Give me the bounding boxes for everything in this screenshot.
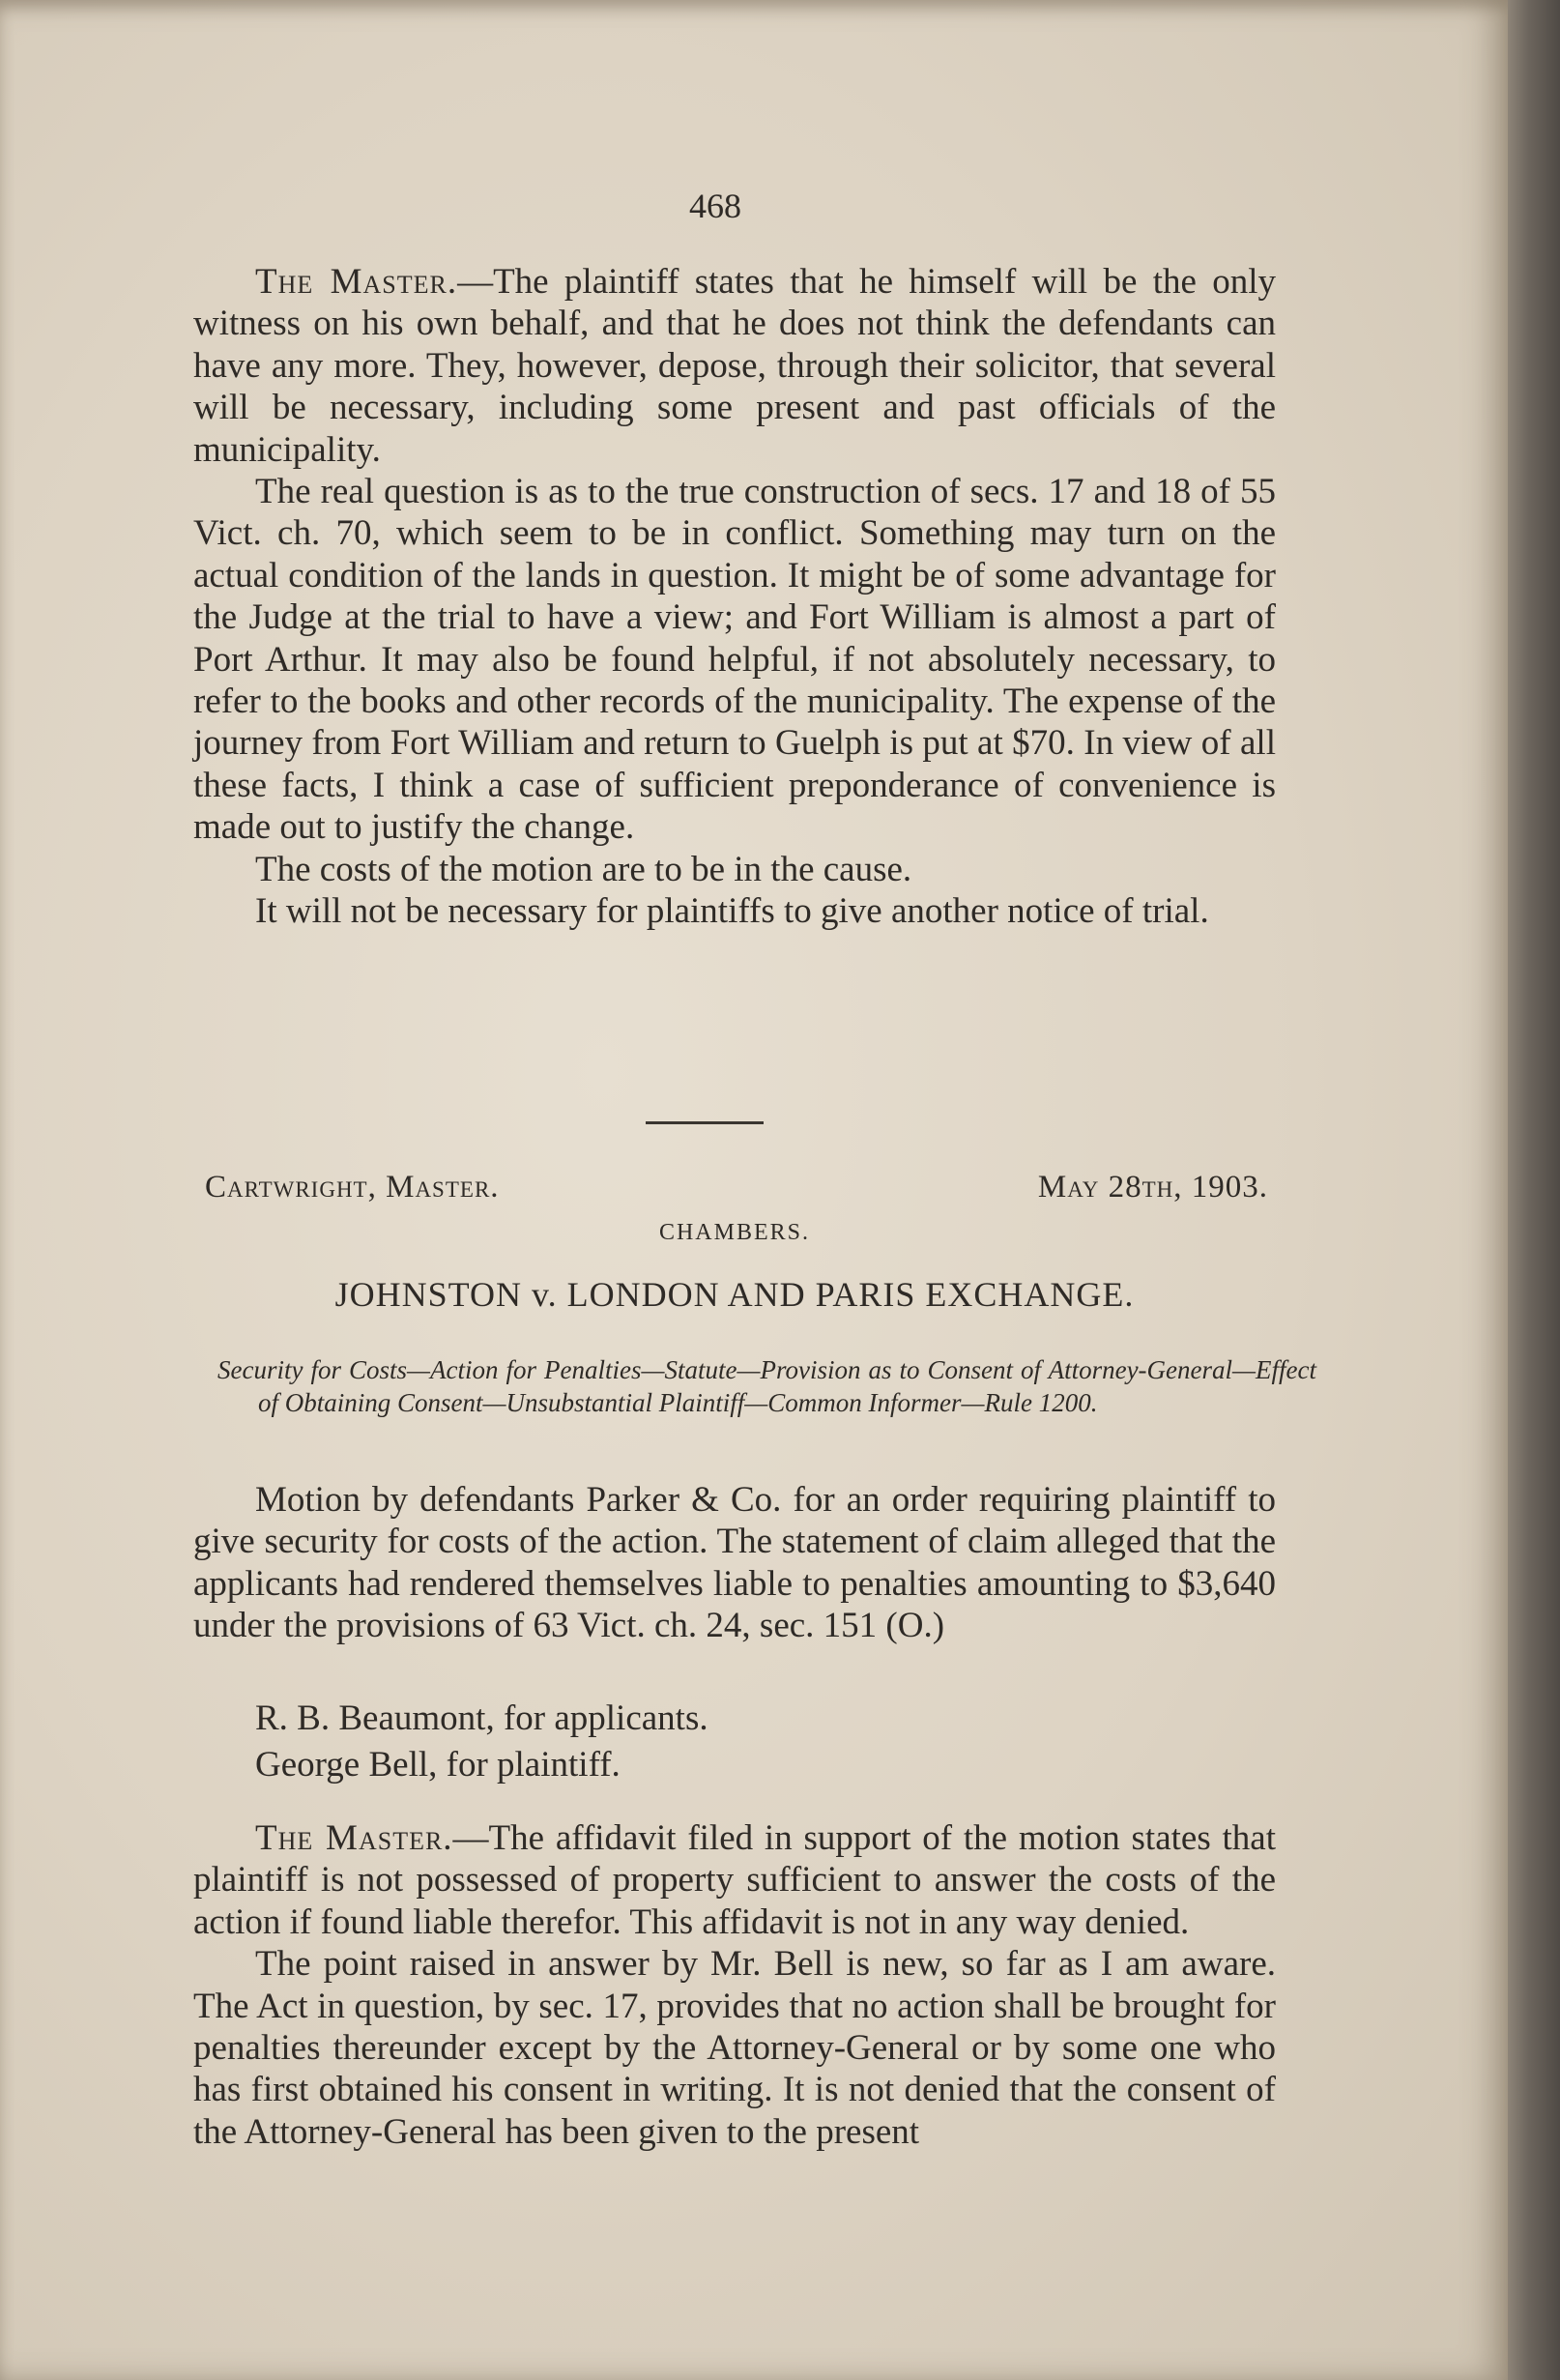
paragraph: The Master.—The plaintiff states that he himself will be the only witness on his own behalf, and that he does not think the defendants can have any more. They, however, depose, through their solicitor, that several will be necessary, including some present and past officials of the municipality. [193, 262, 1277, 470]
ruling-first-case [193, 261, 1276, 933]
paragraph: The costs of the motion are to be in the cause. [255, 849, 912, 889]
case-title: JOHNSTON v. LONDON AND PARIS EXCHANGE. [334, 1275, 1135, 1314]
paragraph: The real question is as to the true construction of secs. 17 and 18 of 55 Vict. ch. 70, which seem to be in conflict. Something may turn on the actual condition of the lands in question. It might be of some advantage for the Judge at the trial to have a view; and Fort William is almost a part of Port Arthur. It may also be found helpful, if not absolutely necessary, to refer to the books and other records of the municipality. The expense of the journey from Fort William and return to Guelph is put at $70. In view of all these facts, I think a case of sufficient preponderance of convenience is made out to justify the change. [193, 472, 1276, 848]
book-binding-edge [1508, 0, 1560, 2380]
counsel-line: George Bell, for plaintiff. [255, 1745, 621, 1785]
court-label: CHAMBERS. [658, 1220, 811, 1245]
decision-date: May 28th, 1903. [1037, 1170, 1268, 1205]
paragraph: The point raised in answer by Mr. Bell is new, so far as I am aware. The Act in question, by sec. 17, provides that no action shall be brought for penalties thereunder except by the Attorney-General or by some one who has first obtained his consent in writing. It is not denied that the consent of the Attorney-General has been given to the present [193, 1944, 1276, 2152]
page-number: 468 [689, 187, 741, 225]
ruling-second-case [193, 1817, 1276, 2153]
headnote: Security for Costs—Action for Penalties—Statute—Provision as to Consent of Attorney-General—Effect of Obtaining Consent—Unsubstantial Plaintiff—Common Informer—Rule 1200. [217, 1355, 1316, 1417]
case-header [205, 1170, 1268, 1205]
motion-block [193, 1479, 1276, 1647]
section-divider [646, 1121, 764, 1124]
counsel-block [193, 1696, 1276, 1788]
motion-paragraph: Motion by defendants Parker & Co. for an order requiring plaintiff to give security for costs of the action. The statement of claim alleged that the applicants had rendered themselves liable to penalties amounting to $3,640 under the provisions of 63 Vict. ch. 24, sec. 151 (O.) [193, 1480, 1276, 1646]
paragraph: The Master.—The affidavit filed in support of the motion states that plaintiff is not possessed of property sufficient to answer the costs of the action if found liable therefor. This affidavit is not in any way denied. [193, 1818, 1277, 1942]
speaker-label: The Master. [255, 262, 458, 302]
counsel-line: R. B. Beaumont, for applicants. [255, 1698, 708, 1738]
judge-name: Cartwright, Master. [205, 1170, 500, 1205]
paragraph: It will not be necessary for plaintiffs to give another notice of trial. [255, 891, 1209, 932]
speaker-label: The Master. [255, 1818, 453, 1858]
